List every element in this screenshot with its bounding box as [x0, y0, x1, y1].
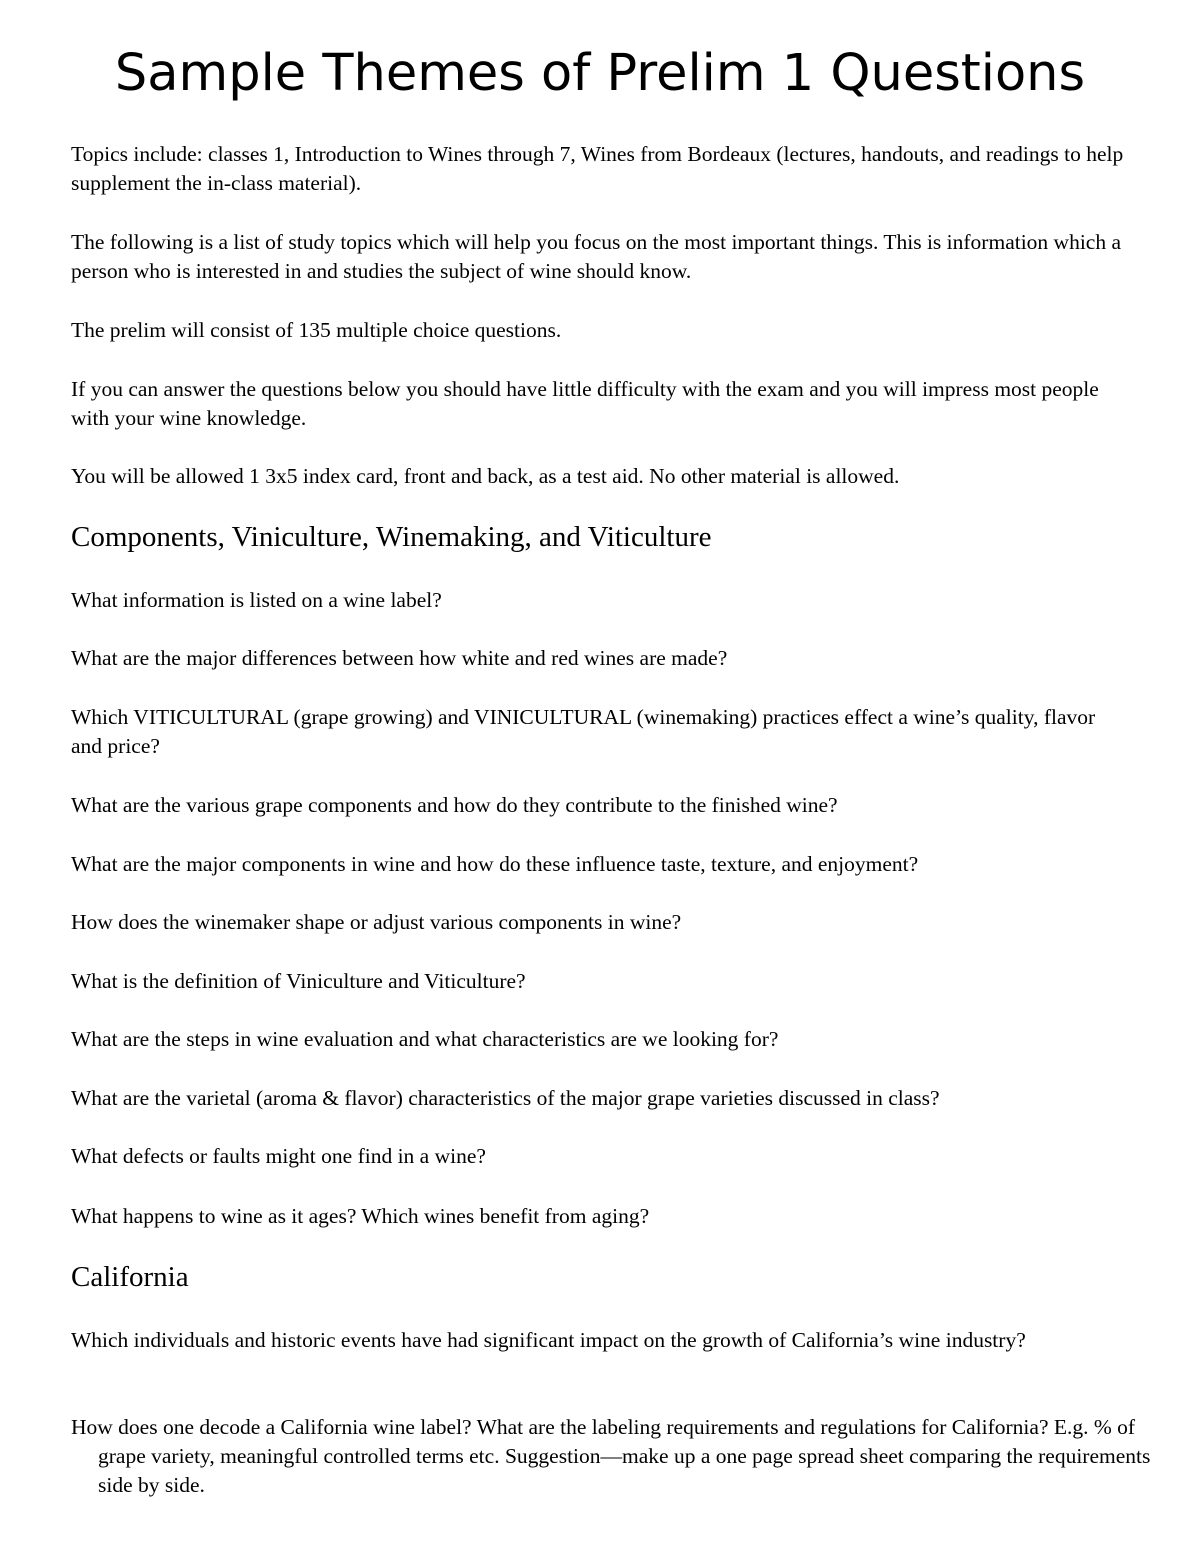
section-heading-components: Components, Viniculture, Winemaking, and Viticulture [71, 521, 712, 553]
question-item: What are the varietal (aroma & flavor) characteristics of the major grape varieties discussed in class? [71, 1086, 940, 1110]
question-item: What happens to wine as it ages? Which wines benefit from aging? [71, 1204, 650, 1228]
section-heading-california: California [71, 1261, 189, 1293]
question-item: What information is listed on a wine label? [71, 588, 442, 612]
intro-study-topics-paragraph: The following is a list of study topics which will help you focus on the most important things. This is information which a person who is interested in and studies the subject of wine should know. [71, 230, 1122, 283]
question-item: How does one decode a California wine label? What are the labeling requirements and regulations for California? E.g. % of grape variety, meaningful controlled terms etc. Suggestion—make up a one page spread sheet comparing the requirements side by side. [71, 1415, 1151, 1497]
intro-index-card-paragraph: You will be allowed 1 3x5 index card, front and back, as a test aid. No other material is allowed. [71, 464, 900, 488]
question-item: Which individuals and historic events have had significant impact on the growth of California’s wine industry? [71, 1328, 1026, 1352]
question-item: What are the major components in wine and how do these influence taste, texture, and enjoyment? [71, 852, 919, 876]
question-item: What defects or faults might one find in a wine? [71, 1144, 486, 1168]
question-item: What are the steps in wine evaluation and what characteristics are we looking for? [71, 1027, 779, 1051]
question-item: What are the major differences between how white and red wines are made? [71, 646, 728, 670]
question-item: What are the various grape components and how do they contribute to the finished wine? [71, 793, 838, 817]
intro-prelim-format-paragraph: The prelim will consist of 135 multiple choice questions. [71, 318, 562, 342]
intro-answer-questions-paragraph: If you can answer the questions below you should have little difficulty with the exam and you will impress most people with your wine knowledge. [71, 377, 1099, 430]
intro-topics-paragraph: Topics include: classes 1, Introduction to Wines through 7, Wines from Bordeaux (lectures, handouts, and readings to help supplement the in-class material). [71, 142, 1124, 195]
question-item: What is the definition of Viniculture and Viticulture? [71, 969, 526, 993]
question-item: Which VITICULTURAL (grape growing) and VINICULTURAL (winemaking) practices effect a wine’s quality, flavor and price? [71, 705, 1096, 758]
page-title: Sample Themes of Prelim 1 Questions [114, 44, 1086, 103]
question-item: How does the winemaker shape or adjust various components in wine? [71, 910, 682, 934]
